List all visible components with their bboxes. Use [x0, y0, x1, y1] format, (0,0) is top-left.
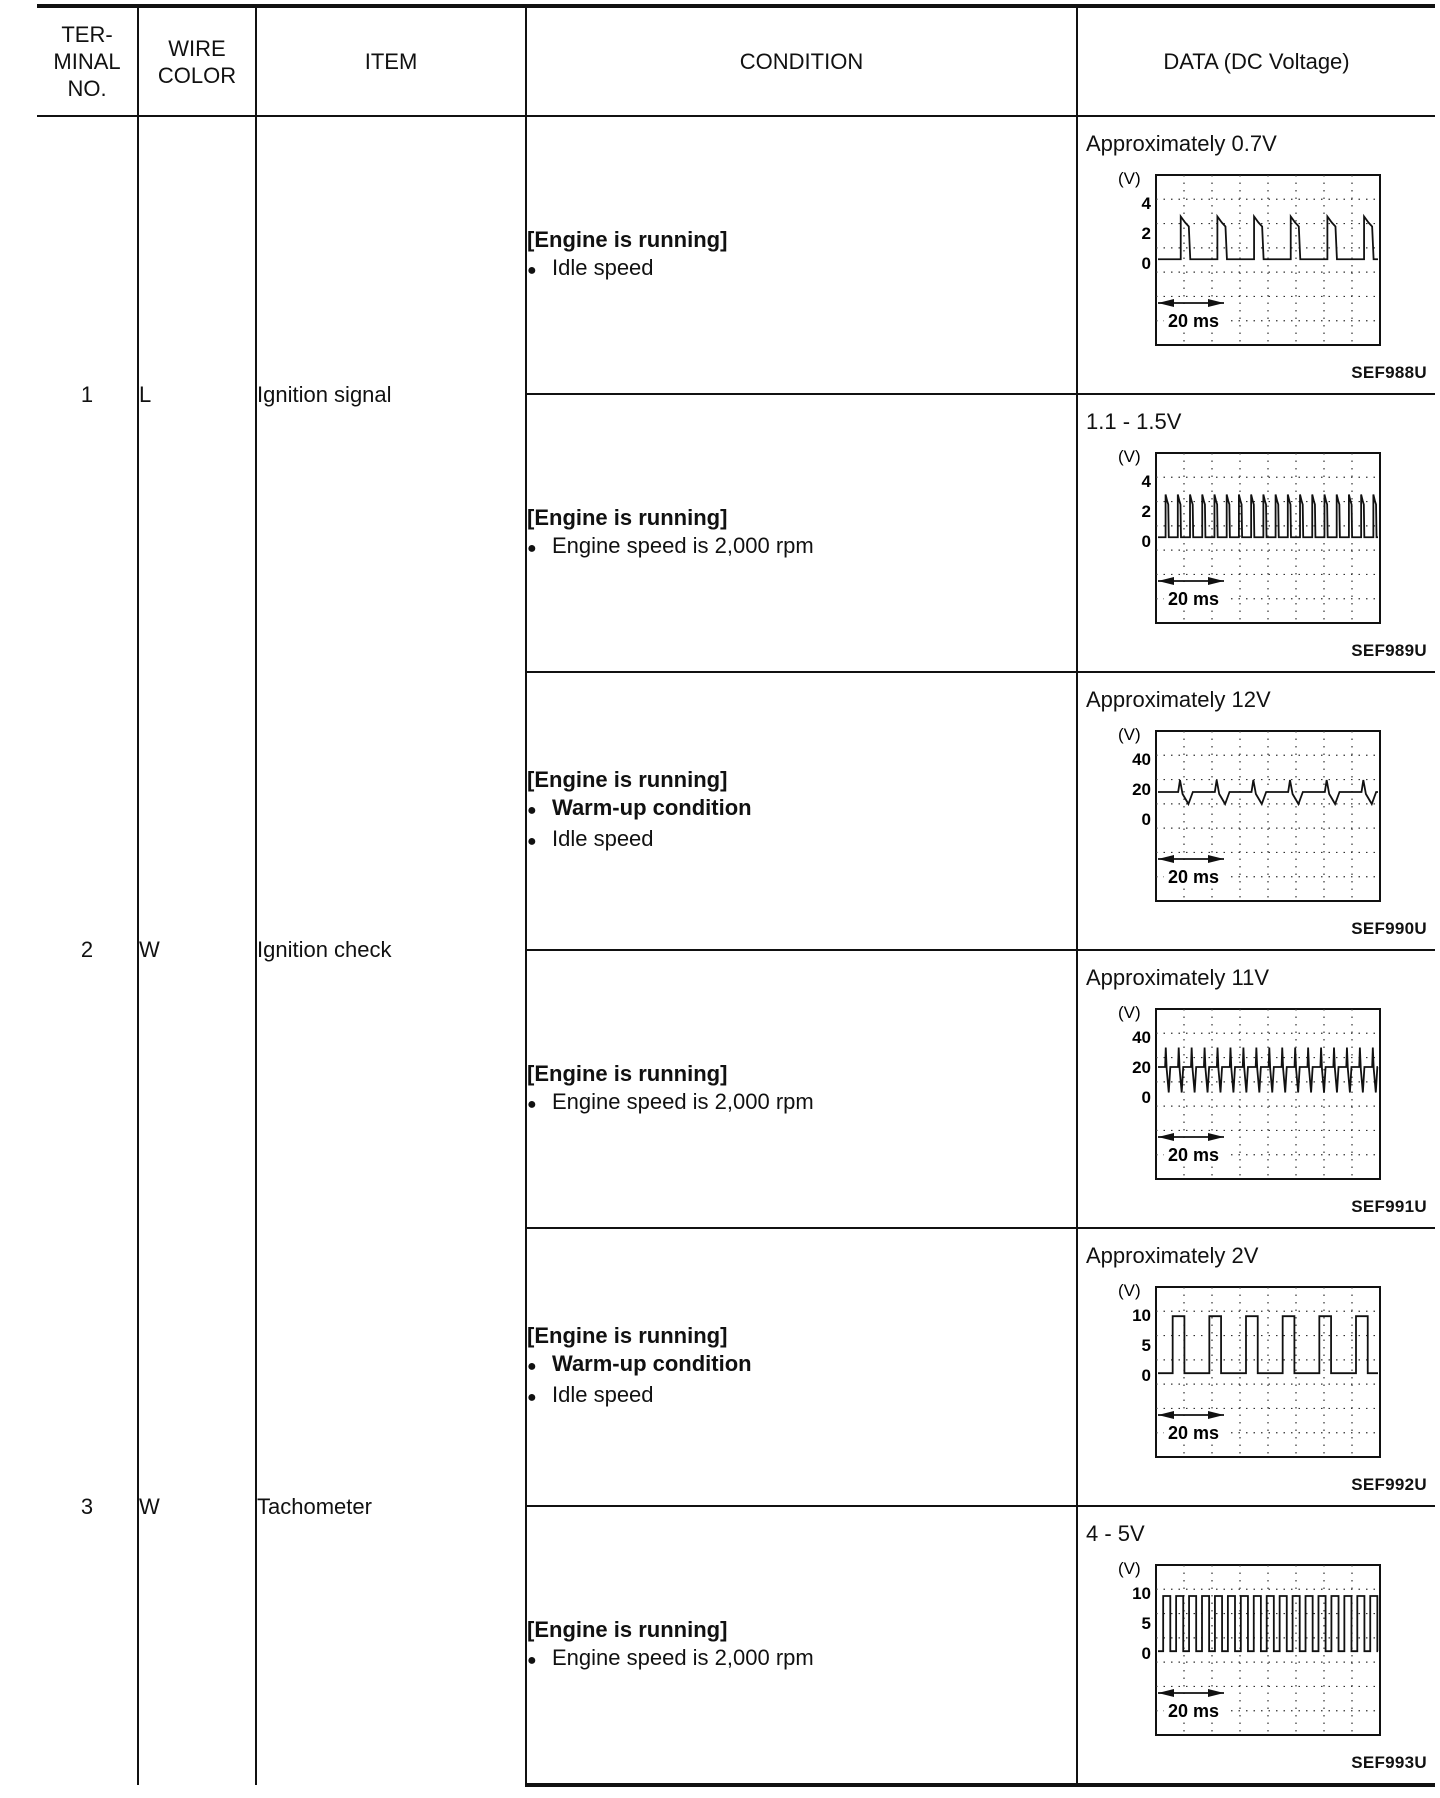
terminal-number: 3	[37, 1228, 138, 1785]
table-body	[37, 116, 1435, 1785]
data-cell	[1077, 394, 1435, 672]
condition-cell	[526, 950, 1077, 1228]
wire-color: W	[138, 1228, 256, 1785]
scope-y-tick-label: 2	[1141, 224, 1151, 243]
data-cell-inner	[1078, 951, 1435, 1227]
bullet-dot-icon: ●	[527, 802, 537, 819]
scope-y-tick-label: 20	[1132, 1058, 1151, 1077]
scope-arrow-left-icon	[1208, 855, 1224, 863]
condition-cell	[526, 394, 1077, 672]
condition-bullet-text: Engine speed is 2,000 rpm	[552, 1644, 814, 1670]
condition-bullet-text: Engine speed is 2,000 rpm	[552, 532, 814, 558]
bullet-dot-icon: ●	[527, 1389, 537, 1406]
scope-arrow-right-icon	[1158, 1689, 1174, 1697]
scope-y-tick-label: 40	[1132, 1028, 1151, 1047]
condition-heading: [Engine is running]	[527, 1323, 728, 1348]
scope-arrow-left-icon	[1208, 299, 1224, 307]
data-cell-inner	[1078, 117, 1435, 393]
condition-bullet	[527, 1088, 1076, 1119]
scope-y-tick-label: 0	[1141, 1644, 1151, 1663]
condition-bullet	[527, 532, 1076, 563]
oscilloscope-figure	[1116, 1555, 1396, 1748]
scope-unit-label: (V)	[1118, 1559, 1141, 1578]
header-terminal-no: TER- MINAL NO.	[37, 6, 138, 116]
scope-time-label: 20 ms	[1168, 1701, 1220, 1721]
header-row	[37, 6, 1435, 116]
condition-cell	[526, 1506, 1077, 1785]
oscilloscope-figure	[1116, 443, 1396, 636]
data-cell	[1077, 672, 1435, 950]
figure-code: SEF991U	[1351, 1197, 1427, 1216]
table-row	[37, 672, 1435, 950]
wire-color: L	[138, 116, 256, 672]
condition-heading: [Engine is running]	[527, 1616, 728, 1642]
condition-bullet	[527, 254, 1076, 285]
condition-bullet	[527, 1381, 1076, 1412]
data-cell	[1077, 116, 1435, 394]
condition-bullet	[527, 825, 1076, 856]
condition-cell	[526, 672, 1077, 950]
terminal-spec-sheet	[37, 4, 1435, 1787]
scope-time-label: 20 ms	[1168, 1423, 1220, 1443]
scope-y-tick-label: 0	[1141, 532, 1151, 551]
bullet-dot-icon: ●	[527, 1358, 537, 1375]
oscilloscope-figure	[1116, 999, 1396, 1192]
scope-y-tick-label: 5	[1141, 1614, 1151, 1633]
table-row	[37, 116, 1435, 394]
bullet-dot-icon: ●	[527, 539, 537, 557]
oscilloscope-chart	[1116, 721, 1396, 909]
scope-arrow-right-icon	[1158, 1411, 1174, 1419]
data-cell	[1077, 1506, 1435, 1785]
scope-unit-label: (V)	[1118, 1281, 1141, 1300]
scope-y-tick-label: 0	[1141, 1366, 1151, 1385]
condition-heading: [Engine is running]	[527, 226, 728, 252]
scope-waveform	[1158, 495, 1378, 538]
oscilloscope-figure	[1116, 721, 1396, 914]
scope-unit-label: (V)	[1118, 169, 1141, 188]
bullet-dot-icon: ●	[527, 833, 537, 850]
condition-cell	[526, 1228, 1077, 1506]
data-cell	[1077, 1228, 1435, 1506]
condition-cell	[526, 116, 1077, 394]
figure-code: SEF993U	[1351, 1753, 1427, 1772]
condition-bullet	[527, 1350, 1076, 1381]
scope-y-tick-label: 10	[1132, 1306, 1151, 1325]
scope-y-tick-label: 20	[1132, 780, 1151, 799]
oscilloscope-chart	[1116, 1555, 1396, 1743]
condition-bullet-text: Warm-up condition	[552, 1351, 752, 1376]
scope-y-tick-label: 5	[1141, 1336, 1151, 1355]
figure-code: SEF990U	[1351, 919, 1427, 938]
scope-arrow-right-icon	[1158, 855, 1174, 863]
condition-bullet-text: Idle speed	[552, 826, 654, 851]
scope-time-label: 20 ms	[1168, 867, 1220, 887]
header-wire-color: WIRE COLOR	[138, 6, 256, 116]
condition-bullet-text: Warm-up condition	[552, 795, 752, 820]
voltage-value: Approximately 12V	[1086, 687, 1271, 712]
condition-bullet	[527, 1644, 1076, 1675]
scope-time-label: 20 ms	[1168, 311, 1220, 331]
voltage-value: 1.1 - 1.5V	[1086, 409, 1182, 434]
scope-y-tick-label: 2	[1141, 502, 1151, 521]
scope-y-tick-label: 0	[1141, 1088, 1151, 1107]
condition-bullet	[527, 794, 1076, 825]
scope-waveform	[1158, 1596, 1378, 1651]
data-cell-inner	[1078, 1507, 1435, 1783]
data-cell-inner	[1078, 673, 1435, 949]
scope-y-tick-label: 4	[1141, 472, 1151, 491]
header-item: ITEM	[256, 6, 526, 116]
voltage-value: 4 - 5V	[1086, 1521, 1145, 1546]
oscilloscope-chart	[1116, 1277, 1396, 1465]
scope-arrow-left-icon	[1208, 1411, 1224, 1419]
figure-code: SEF992U	[1351, 1475, 1427, 1494]
scope-arrow-right-icon	[1158, 577, 1174, 585]
scope-unit-label: (V)	[1118, 725, 1141, 744]
item-name: Ignition signal	[256, 116, 526, 672]
scope-waveform	[1158, 217, 1378, 260]
voltage-value: Approximately 0.7V	[1086, 131, 1277, 156]
condition-bullet-text: Idle speed	[552, 254, 654, 280]
voltage-value: Approximately 2V	[1086, 1243, 1259, 1268]
bullet-dot-icon: ●	[527, 261, 537, 279]
scope-time-label: 20 ms	[1168, 589, 1220, 609]
header-condition: CONDITION	[526, 6, 1077, 116]
scope-unit-label: (V)	[1118, 1003, 1141, 1022]
condition-bullet-text: Engine speed is 2,000 rpm	[552, 1088, 814, 1114]
scope-arrow-left-icon	[1208, 577, 1224, 585]
data-cell	[1077, 950, 1435, 1228]
scope-arrow-left-icon	[1208, 1689, 1224, 1697]
item-name: Ignition check	[256, 672, 526, 1228]
condition-bullet-text: Idle speed	[552, 1382, 654, 1407]
bullet-dot-icon: ●	[527, 1651, 537, 1669]
oscilloscope-chart	[1116, 443, 1396, 631]
scope-arrow-left-icon	[1208, 1133, 1224, 1141]
scope-time-label: 20 ms	[1168, 1145, 1220, 1165]
voltage-value: Approximately 11V	[1086, 965, 1270, 990]
condition-heading: [Engine is running]	[527, 767, 728, 792]
condition-heading: [Engine is running]	[527, 1060, 728, 1086]
oscilloscope-chart	[1116, 999, 1396, 1187]
table-row	[37, 1228, 1435, 1506]
data-cell-inner	[1078, 395, 1435, 671]
oscilloscope-figure	[1116, 165, 1396, 358]
scope-y-tick-label: 0	[1141, 254, 1151, 273]
terminal-spec-table	[37, 4, 1435, 1787]
data-cell-inner	[1078, 1229, 1435, 1505]
terminal-number: 2	[37, 672, 138, 1228]
scope-y-tick-label: 0	[1141, 810, 1151, 829]
scope-y-tick-label: 40	[1132, 750, 1151, 769]
wire-color: W	[138, 672, 256, 1228]
condition-heading: [Engine is running]	[527, 504, 728, 530]
figure-code: SEF988U	[1351, 363, 1427, 382]
scope-unit-label: (V)	[1118, 447, 1141, 466]
item-name: Tachometer	[256, 1228, 526, 1785]
oscilloscope-chart	[1116, 165, 1396, 353]
terminal-number: 1	[37, 116, 138, 672]
scope-y-tick-label: 4	[1141, 194, 1151, 213]
figure-code: SEF989U	[1351, 641, 1427, 660]
header-data: DATA (DC Voltage)	[1077, 6, 1435, 116]
oscilloscope-figure	[1116, 1277, 1396, 1470]
scope-y-tick-label: 10	[1132, 1584, 1151, 1603]
bullet-dot-icon: ●	[527, 1095, 537, 1113]
scope-arrow-right-icon	[1158, 299, 1174, 307]
scope-arrow-right-icon	[1158, 1133, 1174, 1141]
